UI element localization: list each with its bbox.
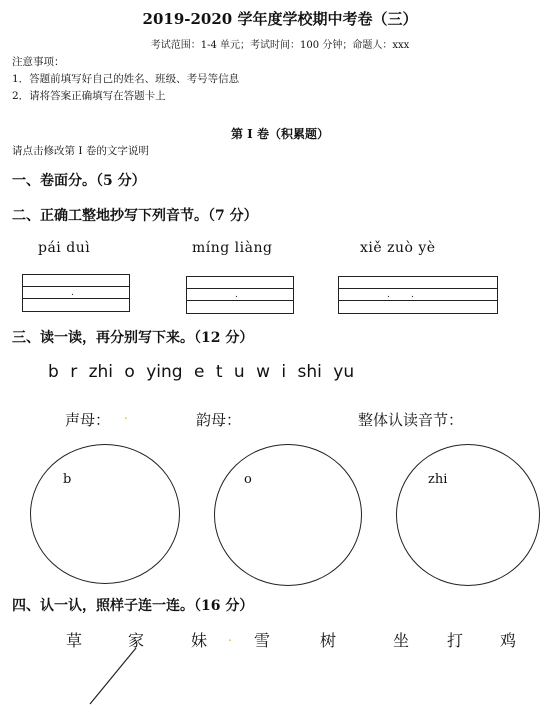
question-2-title: 二、正确工整地抄写下列音节。（7 分）	[12, 208, 258, 224]
orange-dot-2: .	[228, 630, 232, 644]
category-whole-syllables: 整体认读音节：	[358, 411, 464, 429]
char-zuo[interactable]: 坐	[393, 631, 410, 650]
writing-grid-1[interactable]: .	[22, 274, 130, 312]
category-finals: 韵母：	[196, 411, 242, 429]
initials-example: b	[63, 472, 72, 487]
notes-item-1: 1．答题前填写好自己的姓名、班级、考号等信息	[12, 73, 240, 85]
question-3-title: 三、读一读，再分别写下来。（12 分）	[12, 330, 254, 346]
pinyin-1: pái duì	[38, 240, 91, 256]
writing-grid-3[interactable]: . .	[338, 276, 498, 314]
section-title: 第 I 卷（积累题）	[231, 127, 329, 141]
section-edit-hint[interactable]: 请点击修改第 I 卷的文字说明	[12, 145, 149, 157]
pinyin-3: xiě zuò yè	[360, 240, 436, 256]
char-cao[interactable]: 草	[66, 631, 83, 650]
orange-dot: .	[124, 408, 128, 422]
writing-grid-2[interactable]: .	[186, 276, 294, 314]
whole-syllables-example: zhi	[428, 472, 448, 487]
exam-meta: 考试范围：1-4 单元；考试时间：100 分钟；命题人：xxx	[150, 40, 410, 51]
exam-title: 2019-2020 学年度学校期中考卷（三）	[142, 10, 418, 28]
category-initials: 声母：	[65, 411, 111, 429]
char-ji[interactable]: 鸡	[500, 631, 517, 650]
question-4-title: 四、认一认，照样子连一连。（16 分）	[12, 598, 254, 614]
notes-item-2: 2．请将答案正确填写在答题卡上	[12, 90, 166, 102]
notes-heading: 注意事项：	[12, 56, 65, 68]
char-da[interactable]: 打	[447, 631, 464, 650]
pinyin-2: míng liàng	[192, 240, 273, 256]
question-1-title: 一、卷面分。（5 分）	[12, 173, 146, 189]
char-jia[interactable]: 家	[128, 631, 145, 650]
char-shu[interactable]: 树	[320, 631, 337, 650]
finals-example: o	[244, 472, 252, 487]
char-mei[interactable]: 妹	[191, 631, 208, 650]
char-xue[interactable]: 雪	[254, 631, 271, 650]
letter-list: b r zhi o ying e t u w i shi yu	[48, 362, 355, 382]
